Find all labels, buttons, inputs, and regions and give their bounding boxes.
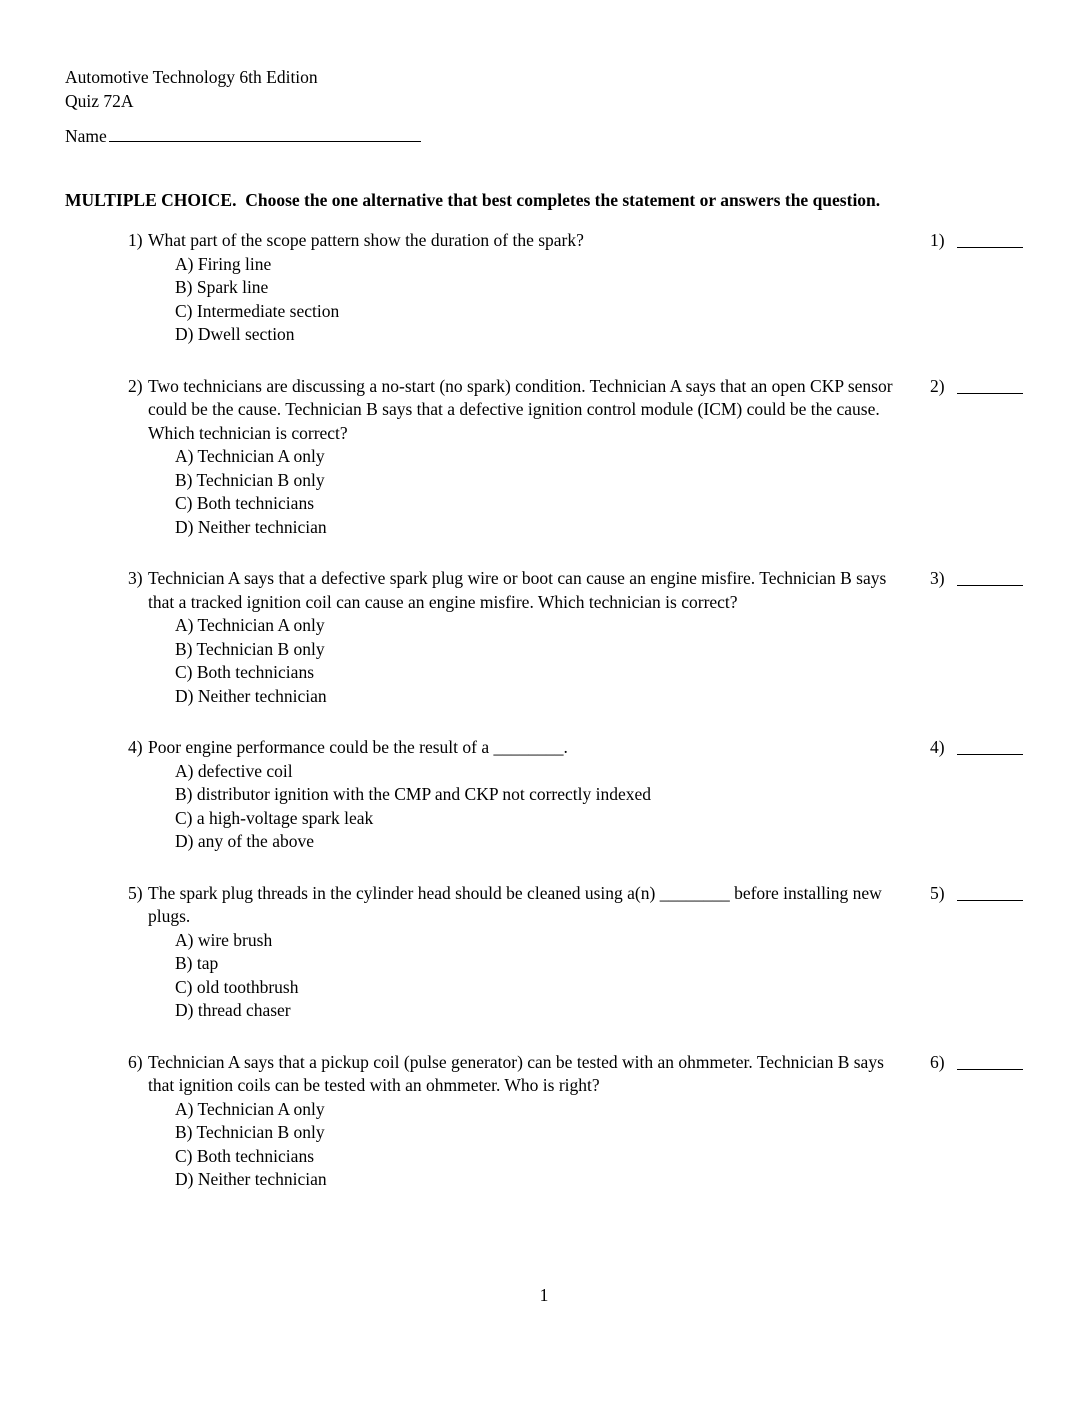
quiz-number: Quiz 72A (65, 90, 134, 111)
question-option: A) Technician A only (175, 615, 325, 635)
question-number: 6) (128, 1051, 143, 1072)
question-block (128, 229, 1024, 347)
question-number: 2) (128, 375, 143, 396)
answer-number: 5) (930, 882, 945, 903)
answer-row (930, 375, 1024, 399)
question-option: D) Neither technician (175, 685, 327, 706)
question-option: D) Neither technician (175, 1169, 327, 1189)
name-label: Name (65, 126, 107, 146)
question-option: C) Both technicians (175, 493, 315, 513)
question-option: D) any of the above (175, 831, 314, 851)
page-number: 1 (539, 1285, 549, 1305)
name-row (65, 125, 1024, 149)
question-option: B) Spark line (175, 277, 269, 297)
question-block (128, 736, 1024, 854)
question-option: A) Technician A only (175, 1098, 325, 1119)
question-options (148, 614, 906, 708)
instructions: MULTIPLE CHOICE. Choose the one alternative that best completes the statement or answers the question. (65, 189, 881, 210)
answer-row (930, 229, 1024, 253)
answer-number: 4) (930, 737, 945, 757)
question-option: A) Firing line (175, 253, 272, 274)
question-block (128, 567, 1024, 708)
question-option: A) defective coil (175, 760, 293, 781)
question-text: Two technicians are discussing a no-start (no spark) condition. Technician A says that an open CKP sensor could be the cause. Technician B says that a defective ignition control module (ICM) could be the cause. Which technician is correct? (148, 375, 893, 443)
question-option: C) a high-voltage spark leak (175, 807, 374, 828)
question-block (128, 375, 1024, 540)
question-option: B) Technician B only (175, 469, 325, 490)
question-number: 5) (128, 882, 143, 903)
answer-number: 1) (930, 230, 945, 250)
question-block (128, 1051, 1024, 1192)
question-option: D) thread chaser (175, 1000, 291, 1020)
question-text: Poor engine performance could be the result of a ________. (148, 737, 568, 757)
answer-blank-field[interactable] (957, 567, 1023, 586)
question-option: C) Both technicians (175, 662, 315, 682)
question-option: C) Intermediate section (175, 300, 340, 321)
question-text: The spark plug threads in the cylinder head should be cleaned using a(n) ________ before installing new plugs. (148, 882, 882, 926)
question-option: B) Technician B only (175, 1122, 325, 1142)
answer-number: 6) (930, 1051, 945, 1072)
question-options (148, 445, 906, 539)
question-option: C) old toothbrush (175, 976, 299, 997)
answer-blank-field[interactable] (957, 1051, 1023, 1070)
question-number: 4) (128, 737, 143, 757)
answer-row (930, 567, 1024, 591)
question-option: B) Technician B only (175, 638, 325, 659)
answer-row (930, 1051, 1024, 1075)
question-option: C) Both technicians (175, 1145, 315, 1166)
question-option: A) wire brush (175, 929, 273, 950)
answer-blank-field[interactable] (957, 229, 1023, 248)
question-option: A) Technician A only (175, 446, 325, 466)
question-number: 3) (128, 568, 143, 588)
question-number: 1) (128, 230, 143, 250)
name-blank-field[interactable] (109, 125, 421, 142)
question-option: D) Dwell section (175, 324, 295, 344)
answer-number: 3) (930, 568, 945, 588)
question-option: B) tap (175, 953, 219, 973)
answer-row (930, 736, 1024, 760)
question-options (148, 1098, 906, 1192)
question-options (148, 253, 906, 347)
answer-blank-field[interactable] (957, 375, 1023, 394)
questions-list (65, 229, 1024, 1192)
answer-blank-field[interactable] (957, 736, 1023, 755)
question-text: What part of the scope pattern show the duration of the spark? (148, 230, 584, 250)
question-block (128, 882, 1024, 1023)
question-option: D) Neither technician (175, 516, 327, 537)
question-text: Technician A says that a pickup coil (pulse generator) can be tested with an ohmmeter. Technician B says that ignition coils can be tested with an ohmmeter. Who is right? (148, 1051, 884, 1095)
document-header (65, 66, 1024, 113)
answer-number: 2) (930, 375, 945, 396)
answer-blank-field[interactable] (957, 882, 1023, 901)
question-text: Technician A says that a defective spark plug wire or boot can cause an engine misfire. Technician B says that a tracked ignition coil can cause an engine misfire. Which technician is correct? (148, 568, 887, 612)
question-option: B) distributor ignition with the CMP and CKP not correctly indexed (175, 784, 652, 804)
question-options (148, 929, 906, 1023)
answer-row (930, 882, 1024, 906)
document-title: Automotive Technology 6th Edition (65, 67, 318, 87)
question-options (148, 760, 906, 854)
